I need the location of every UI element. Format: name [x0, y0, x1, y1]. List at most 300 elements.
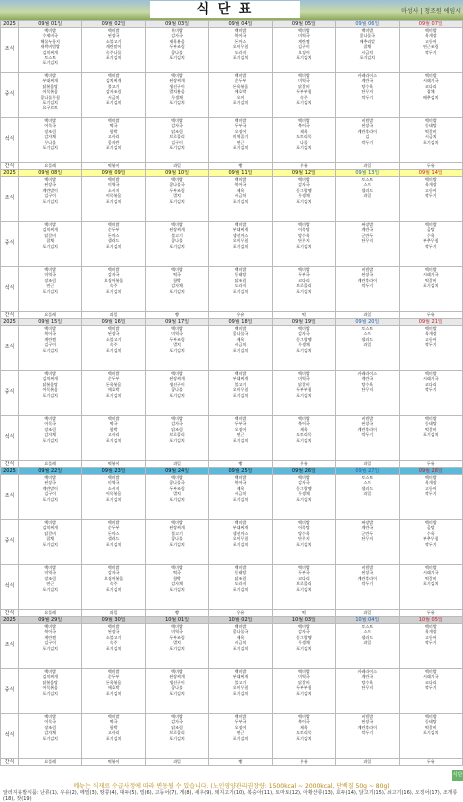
- menu-item: 백미밥: [234, 565, 247, 570]
- menu-item: 깍두기: [361, 94, 374, 100]
- lunch-row: [1, 222, 463, 267]
- menu-cell: [19, 371, 82, 416]
- snack-cell: 떡: [272, 610, 335, 617]
- menu-item: 닭조림: [171, 724, 183, 730]
- menu-item: 백미밥: [424, 714, 437, 719]
- menu-cell: [399, 118, 462, 163]
- menu-item: 도라지: [234, 49, 247, 55]
- menu-item: 백미밥: [298, 669, 310, 674]
- menu-item: 단무지: [361, 536, 374, 542]
- menu-item: 고등어: [424, 634, 437, 640]
- menu-item: 함박: [109, 426, 118, 432]
- menu-cell: [82, 565, 145, 610]
- menu-cell: [82, 118, 145, 163]
- menu-item: 오징어: [298, 49, 310, 55]
- snack-cell: 과일: [145, 759, 208, 766]
- menu-item: 부대찌개: [232, 525, 249, 531]
- menu-item: 백미밥: [107, 371, 120, 376]
- menu-cell: [82, 371, 145, 416]
- menu-item: 백미밥: [424, 669, 437, 674]
- lunch-row: [1, 520, 463, 565]
- menu-item: 포기김치: [232, 690, 249, 696]
- menu-item: 시래기국: [423, 376, 439, 382]
- date-label: 09월 10일: [165, 170, 190, 176]
- menu-cell: [272, 416, 335, 461]
- menu-item: 생선구이: [169, 679, 185, 685]
- menu-item: 백미밥: [171, 565, 183, 570]
- menu-item: 계란국: [361, 227, 374, 233]
- menu-item: 소불고기: [105, 634, 122, 640]
- snack-cell: 과일: [145, 461, 208, 468]
- menu-item: 떡갈비: [424, 575, 437, 581]
- menu-cell: [209, 267, 272, 312]
- menu-item: 포기김치: [42, 243, 58, 249]
- snack-cell: 요플레: [19, 312, 82, 319]
- menu-cell: [272, 565, 335, 610]
- menu-item: 떡국: [109, 421, 118, 427]
- menu-item: 오이무침: [232, 685, 249, 691]
- menu-cell: [19, 565, 82, 610]
- menu-item: 미역줄기: [232, 134, 249, 140]
- menu-item: 연근: [46, 581, 55, 587]
- menu-cell: [336, 267, 399, 312]
- menu-item: 계란국: [361, 674, 374, 680]
- menu-item: 미역국: [107, 182, 120, 188]
- menu-cell: [209, 475, 272, 520]
- organization-label: 마성사 | 청조원 에임시: [401, 8, 461, 15]
- menu-item: 백미밥: [298, 326, 310, 331]
- date-label: 09월 04일: [228, 21, 253, 27]
- menu-item: 북어국: [298, 421, 310, 427]
- snack-cell: 떡볶이: [82, 163, 145, 170]
- menu-item: 어묵국: [44, 123, 56, 129]
- menu-item: 비빔밥: [361, 714, 374, 719]
- date-label: 09월 03일: [165, 21, 190, 27]
- menu-item: 제육볶음: [169, 38, 185, 44]
- menu-cell: [82, 416, 145, 461]
- menu-item: 된장국: [361, 421, 374, 427]
- meal-label: 조식: [1, 28, 19, 73]
- menu-item: 수육: [426, 530, 435, 536]
- menu-item: 브로콜리: [296, 283, 312, 289]
- menu-item: 시래기국: [423, 272, 439, 278]
- menu-item: 백미밥: [424, 326, 437, 331]
- menu-item: 김구이: [44, 342, 56, 348]
- menu-item: 과일: [363, 640, 372, 646]
- menu-item: 샐러드: [107, 238, 120, 244]
- menu-item: 포기김치: [42, 100, 58, 106]
- menu-item: 떡국: [173, 570, 181, 576]
- menu-item: 포기김치: [42, 496, 58, 502]
- menu-item: 포기김치: [42, 392, 58, 398]
- lunch-row: [1, 73, 463, 118]
- menu-cell: [82, 326, 145, 371]
- meal-label: 중식: [1, 371, 19, 416]
- menu-item: 도토리묵: [296, 730, 312, 736]
- menu-item: 군만두: [361, 232, 374, 238]
- menu-cell: [145, 714, 208, 759]
- menu-cell: [399, 177, 462, 222]
- menu-item: 백미밥: [107, 475, 120, 480]
- menu-item: 감자채: [171, 581, 183, 587]
- menu-item: 코다리: [298, 575, 310, 581]
- menu-cell: [399, 714, 462, 759]
- menu-item: 백미밥: [171, 118, 183, 123]
- menu-item: 콩나물: [171, 685, 183, 691]
- menu-item: 계란후라이: [357, 575, 377, 581]
- menu-item: 김구이: [44, 193, 56, 199]
- menu-item: 제육: [300, 724, 308, 730]
- day-header-cell: [209, 617, 272, 624]
- menu-item: 포기김치: [296, 100, 312, 106]
- breakfast-row: [1, 177, 463, 222]
- menu-item: 부추무침: [423, 238, 439, 244]
- menu-item: 브로콜리: [296, 581, 312, 587]
- menu-item: 닭갈비: [298, 679, 310, 685]
- menu-item: 단무지: [361, 238, 374, 244]
- menu-item: 포기김치: [296, 392, 312, 398]
- menu-item: 새싹비빔밥: [40, 44, 60, 50]
- menu-item: 어묵탕: [298, 227, 310, 233]
- menu-cell: [19, 177, 82, 222]
- menu-item: 백미밥: [107, 326, 120, 331]
- menu-item: 깍두기: [424, 387, 437, 393]
- week-header-row: [1, 617, 463, 624]
- menu-item: 된장국: [107, 629, 120, 635]
- menu-item: 닭볶음탕: [42, 381, 58, 387]
- menu-item: 과일: [363, 342, 372, 348]
- menu-item: 감자국: [107, 570, 120, 576]
- menu-item: 미역국: [107, 480, 120, 486]
- date-label: 10월 05일: [418, 617, 443, 623]
- menu-item: 백미밥: [171, 520, 183, 525]
- menu-item: 포기김치: [42, 437, 58, 443]
- day-header-cell: [399, 468, 462, 475]
- menu-item: 포기김치: [169, 288, 185, 294]
- date-label: 09월 18일: [228, 319, 253, 325]
- menu-item: 과일: [363, 491, 372, 497]
- date-label: 09월 23일: [101, 468, 126, 474]
- menu-item: 고사리: [107, 432, 120, 438]
- snack-cell: 빵: [145, 610, 208, 617]
- menu-item: 백미밥: [298, 267, 310, 272]
- menu-item: 닭갈비: [44, 232, 56, 238]
- menu-item: 샐러드: [361, 187, 374, 193]
- week-header-row: [1, 170, 463, 177]
- menu-item: 어묵탕: [298, 525, 310, 531]
- menu-item: 백미밥: [171, 669, 183, 674]
- menu-item: 멸치: [173, 342, 181, 348]
- snack-cell: 과일: [336, 461, 399, 468]
- lunch-row: [1, 371, 463, 416]
- date-label: 09월 07일: [418, 21, 443, 27]
- menu-item: 콩나물국: [169, 182, 185, 188]
- meal-label: 석식: [1, 565, 19, 610]
- menu-item: 흑미밥: [171, 28, 183, 33]
- menu-cell: [145, 177, 208, 222]
- menu-item: 백미밥: [107, 28, 120, 33]
- menu-item: 미역국: [171, 629, 183, 635]
- menu-item: 백미밥: [234, 28, 247, 33]
- menu-item: 된장국: [44, 480, 56, 486]
- menu-cell: [145, 624, 208, 669]
- menu-item: 감자채: [44, 730, 56, 736]
- menu-item: 닭볶음탕: [42, 679, 58, 685]
- menu-item: 생선까스: [232, 530, 249, 536]
- menu-item: 순두부: [107, 227, 120, 233]
- date-label: 09월 20일: [355, 319, 380, 325]
- menu-cell: [209, 520, 272, 565]
- snack-row: [1, 610, 463, 617]
- menu-item: 포기김치: [105, 586, 122, 592]
- snack-cell: 떡: [272, 312, 335, 319]
- menu-item: 백미밥: [107, 222, 120, 227]
- menu-item: 소시지: [107, 187, 120, 193]
- menu-item: 깍두기: [361, 432, 374, 438]
- dinner-row: [1, 416, 463, 461]
- menu-item: 김구이: [298, 44, 310, 50]
- menu-cell: [272, 267, 335, 312]
- menu-item: 포기김치: [169, 145, 185, 151]
- menu-item: 부추무침: [423, 536, 439, 542]
- day-header-cell: [336, 468, 399, 475]
- menu-item: 시금치: [234, 193, 247, 199]
- menu-item: 생선구이: [169, 83, 185, 89]
- menu-item: 도라지: [234, 581, 247, 587]
- menu-cell: [272, 222, 335, 267]
- menu-item: 요구르트: [42, 105, 58, 111]
- page-title: 식 단 표: [150, 1, 300, 18]
- snack-cell: 빵: [209, 759, 272, 766]
- menu-item: 백미밥: [107, 669, 120, 674]
- menu-item: 백미밥: [298, 624, 310, 629]
- menu-cell: [19, 118, 82, 163]
- menu-item: 시래기국: [423, 674, 439, 680]
- menu-item: 소불고기: [105, 336, 122, 342]
- date-label: 09월 22일: [38, 468, 63, 474]
- menu-item: 김치찌개: [42, 674, 58, 680]
- breakfast-row: [1, 624, 463, 669]
- menu-item: 포기김치: [232, 100, 249, 106]
- meal-label: 조식: [1, 624, 19, 669]
- menu-cell: [336, 222, 399, 267]
- menu-cell: [336, 371, 399, 416]
- menu-item: 포기김치: [105, 645, 122, 651]
- menu-item: 육개장: [424, 182, 437, 188]
- menu-item: 두부조림: [169, 485, 185, 491]
- day-header-cell: [19, 170, 82, 177]
- menu-cell: [209, 565, 272, 610]
- menu-item: 토스트: [361, 177, 374, 182]
- menu-item: 김구이: [171, 139, 183, 145]
- menu-cell: [272, 118, 335, 163]
- menu-item: 오이: [236, 94, 245, 100]
- date-label: 09월 28일: [418, 468, 443, 474]
- menu-item: 백미밥: [44, 177, 56, 182]
- date-label: 09월 30일: [101, 617, 126, 623]
- menu-table: [0, 20, 463, 766]
- menu-item: 포기김치: [296, 690, 312, 696]
- menu-cell: [82, 73, 145, 118]
- day-header-cell: [209, 319, 272, 326]
- menu-item: 계란말이: [42, 485, 58, 491]
- menu-item: 포기김치: [169, 198, 185, 204]
- menu-item: 오징어: [234, 724, 247, 730]
- menu-item: 단무지: [298, 536, 310, 542]
- menu-item: 백미밥: [107, 118, 120, 123]
- menu-item: 닭조림: [171, 426, 183, 432]
- menu-item: 숙주: [300, 94, 308, 100]
- menu-cell: [336, 118, 399, 163]
- menu-item: 동태탕: [234, 272, 247, 278]
- menu-cell: [399, 669, 462, 714]
- day-header-cell: [272, 468, 335, 475]
- menu-cell: [336, 326, 399, 371]
- menu-item: 깍두기: [361, 581, 374, 587]
- snack-cell: 요플레: [19, 163, 82, 170]
- day-header-cell: [145, 468, 208, 475]
- menu-item: 김치찌개: [42, 525, 58, 531]
- dinner-row: [1, 714, 463, 759]
- menu-item: 백미밥: [44, 118, 56, 123]
- menu-item: 계란국: [361, 376, 374, 382]
- menu-item: 코다리: [424, 679, 437, 685]
- date-label: 09월 12일: [291, 170, 316, 176]
- menu-item: 단무지: [298, 238, 310, 244]
- menu-item: 백미밥: [171, 326, 183, 331]
- menu-item: 계란후라이: [357, 277, 377, 283]
- day-header-cell: [209, 21, 272, 28]
- menu-item: 백미밥: [298, 371, 310, 376]
- menu-item: 탕수육: [361, 679, 374, 685]
- menu-item: 백미밥: [234, 326, 247, 331]
- menu-item: 돈육볶음: [105, 679, 122, 685]
- menu-item: 탕수육: [361, 381, 374, 387]
- menu-item: 백미밥: [171, 73, 183, 78]
- menu-item: 스프: [363, 331, 372, 337]
- menu-item: 두부조림: [169, 187, 185, 193]
- menu-item: 떡국: [109, 719, 118, 725]
- menu-item: 포기김치: [232, 496, 249, 502]
- menu-item: 멸치: [173, 491, 181, 497]
- menu-item: 떡갈비: [424, 426, 437, 432]
- menu-item: 떡갈비: [424, 277, 437, 283]
- day-header-cell: [19, 617, 82, 624]
- menu-cell: [145, 267, 208, 312]
- menu-item: 감자국: [171, 123, 183, 129]
- snack-cell: 요플레: [19, 610, 82, 617]
- snack-cell: 요플레: [19, 461, 82, 468]
- menu-item: 고사리: [107, 134, 120, 140]
- date-label: 09월 26일: [291, 468, 316, 474]
- menu-item: 짜장밥: [361, 520, 374, 525]
- snack-cell: 과일: [336, 163, 399, 170]
- menu-item: 탕수육: [361, 83, 374, 89]
- menu-item: 김치찌개: [105, 78, 122, 84]
- year-cell: 2025: [1, 170, 19, 177]
- day-header-cell: [336, 617, 399, 624]
- menu-item: 장조림: [44, 277, 56, 283]
- menu-item: 백미밥: [171, 371, 183, 376]
- menu-cell: [209, 624, 272, 669]
- date-label: 09월 29일: [38, 617, 63, 623]
- menu-item: 백미밥: [298, 714, 310, 719]
- menu-item: 백미밥: [234, 371, 247, 376]
- menu-item: 된장국: [361, 272, 374, 278]
- snack-cell: 두유: [399, 461, 462, 468]
- menu-item: 샐러드: [107, 536, 120, 542]
- menu-item: 계란후라이: [357, 128, 377, 134]
- menu-item: 북어국: [298, 123, 310, 129]
- menu-item: 백미밥: [424, 475, 437, 480]
- menu-item: 백미밥: [171, 416, 183, 421]
- menu-item: 오이무침: [232, 44, 249, 50]
- menu-item: 연근: [236, 730, 245, 736]
- snack-cell: 떡볶이: [82, 759, 145, 766]
- snack-cell: 우유: [272, 461, 335, 468]
- menu-item: 무생채: [298, 342, 310, 348]
- menu-item: 단무지: [361, 685, 374, 691]
- menu-item: 돈육볶음: [105, 381, 122, 387]
- menu-item: 잡채: [363, 44, 372, 50]
- menu-item: 감자국: [171, 421, 183, 427]
- menu-item: 어묵볶음: [42, 89, 58, 95]
- menu-item: 콩나물국: [232, 331, 249, 337]
- menu-item: 감자국: [298, 182, 310, 188]
- date-label: 10월 01일: [165, 617, 190, 623]
- menu-cell: [399, 520, 462, 565]
- menu-item: 연근: [236, 139, 245, 145]
- menu-item: 백미밥: [298, 416, 310, 421]
- meal-label: 조식: [1, 326, 19, 371]
- menu-item: 나물: [300, 139, 308, 145]
- menu-item: 고등어: [424, 336, 437, 342]
- menu-item: 수육: [426, 232, 435, 238]
- menu-item: 포기김치: [232, 392, 249, 398]
- menu-item: 잡채: [426, 89, 435, 95]
- menu-cell: [336, 624, 399, 669]
- menu-item: 포기김치: [296, 437, 312, 443]
- menu-item: 백미밥: [107, 416, 120, 421]
- menu-item: 포기김치: [169, 437, 185, 443]
- menu-item: 김구이: [44, 640, 56, 646]
- menu-cell: [399, 416, 462, 461]
- day-header-cell: [272, 170, 335, 177]
- menu-item: 감자국: [298, 331, 310, 337]
- menu-cell: [399, 371, 462, 416]
- menu-cell: [399, 73, 462, 118]
- menu-item: 백미밥: [44, 267, 56, 272]
- day-header-cell: [145, 170, 208, 177]
- menu-item: 돈까스: [234, 38, 247, 44]
- meal-label: 조식: [1, 475, 19, 520]
- menu-item: 백미밥: [424, 118, 437, 123]
- menu-cell: [209, 371, 272, 416]
- menu-item: 포기김치: [169, 586, 185, 592]
- menu-item: 백미밥: [298, 565, 310, 570]
- menu-item: 함박: [173, 575, 181, 581]
- menu-item: 백미밥: [107, 267, 120, 272]
- breakfast-row: [1, 326, 463, 371]
- menu-item: 백미밥: [44, 565, 56, 570]
- menu-cell: [19, 73, 82, 118]
- menu-item: 백미밥: [44, 714, 56, 719]
- menu-cell: [209, 714, 272, 759]
- menu-item: 백미밥: [234, 475, 247, 480]
- menu-item: 된장국: [107, 33, 120, 39]
- menu-item: 콩나물: [171, 238, 183, 244]
- menu-item: 어묵볶음: [42, 685, 58, 691]
